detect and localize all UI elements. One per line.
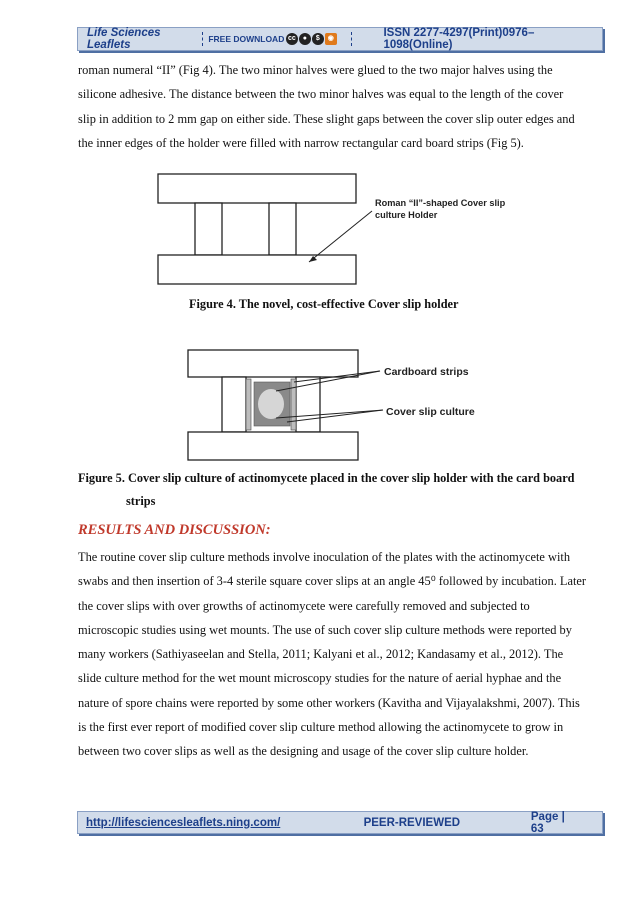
cardboard-strip-right [291,379,296,430]
holder-top-bar [188,350,358,377]
journal-header [77,27,603,51]
results-paragraph [78,545,602,764]
fig4-label-line2: culture Holder [375,210,438,220]
text-line: many workers (Sathiyaseelan and Stella, 2011; Kalyani et al., 2012; Kandasamy et al., 2012). The [78,647,564,662]
journal-name: Life Sciences Leaflets [87,27,161,51]
figure-5-caption-line2: strips [126,494,156,508]
by-icon: ● [299,33,311,45]
fig4-label-line1: Roman “II”-shaped Cover slip [375,198,506,208]
figure-4-holder-diagram [157,172,532,285]
header-divider [202,32,204,46]
figure-4-caption: Figure 4. The novel, cost-effective Cover slip holder [189,297,459,311]
issn: ISSN 2277-4297(Print)0976–1098(Online) [383,27,535,51]
text-line: is the first ever report of modified cover slip culture method allowing the actinomycete to grow in [78,720,564,735]
peer-reviewed-label: PEER-REVIEWED [363,816,461,829]
text-line: microscopic studies using wet mounts. The use of such cover slip culture methods were reported by [78,622,572,637]
cardboard-strip-left [246,379,251,430]
holder-bottom-bar [188,432,358,460]
text-line: swabs and then insertion of 3-4 sterile square cover slips at an angle 45⁰ followed by incubation. Later [78,574,587,589]
text-line: slide culture method for the wet mount microscopy studies for the nature of aerial hyphae and the [78,671,562,686]
journal-url-link[interactable]: http://lifesciencesleaflets.ning.com/ [86,816,281,829]
holder-top-bar [158,174,356,203]
figure-5-caption-line1: Figure 5. Cover slip culture of actinomycete placed in the cover slip holder with the card board [78,471,575,485]
text-line: between two cover slips as well as the designing and usage of the cover slip culture holder. [78,744,529,759]
holder-left-pillar [222,377,246,432]
free-download-link[interactable]: FREE DOWNLOAD [208,34,285,44]
rss-icon[interactable]: ◉ [325,33,337,45]
nc-icon: $ [312,33,324,45]
culture-growth [258,389,284,419]
text-line: The routine cover slip culture methods involve inoculation of the plates with the actinomycete with [78,550,571,564]
holder-left-pillar [195,203,222,255]
text-line: nature of spore chains were reported by some other workers (Kavitha and Vijayalakshmi, 2007). This [78,695,580,710]
text-line: the cover slips with over growths of actinomycete were carefully removed and subjected to [78,598,530,613]
page-footer [77,811,603,834]
figure-5-culture-photo [180,346,480,464]
fig5-label-strips: Cardboard strips [384,366,469,378]
text-line: the inner edges of the holder were filled with narrow rectangular card board strips (Fig 5). [78,135,524,150]
fig5-label-culture: Cover slip culture [386,406,475,418]
text-line: slip in addition to 2 mm gap on either side. These slight gaps between the cover slip outer edges and [78,111,575,126]
section-title: RESULTS AND DISCUSSION: [78,522,271,538]
page-number: Page | 63 [530,810,565,835]
text-line: silicone adhesive. The distance between the two minor halves was equal to the length of the cover [78,87,564,102]
license-icons [286,33,348,45]
intro-paragraph [78,58,602,155]
cc-icon: cc [286,33,298,45]
text-line: roman numeral “II” (Fig 4). The two minor halves were glued to the two major halves using the [78,63,553,77]
holder-bottom-bar [158,255,356,284]
holder-right-pillar [269,203,296,255]
header-divider [351,32,353,46]
